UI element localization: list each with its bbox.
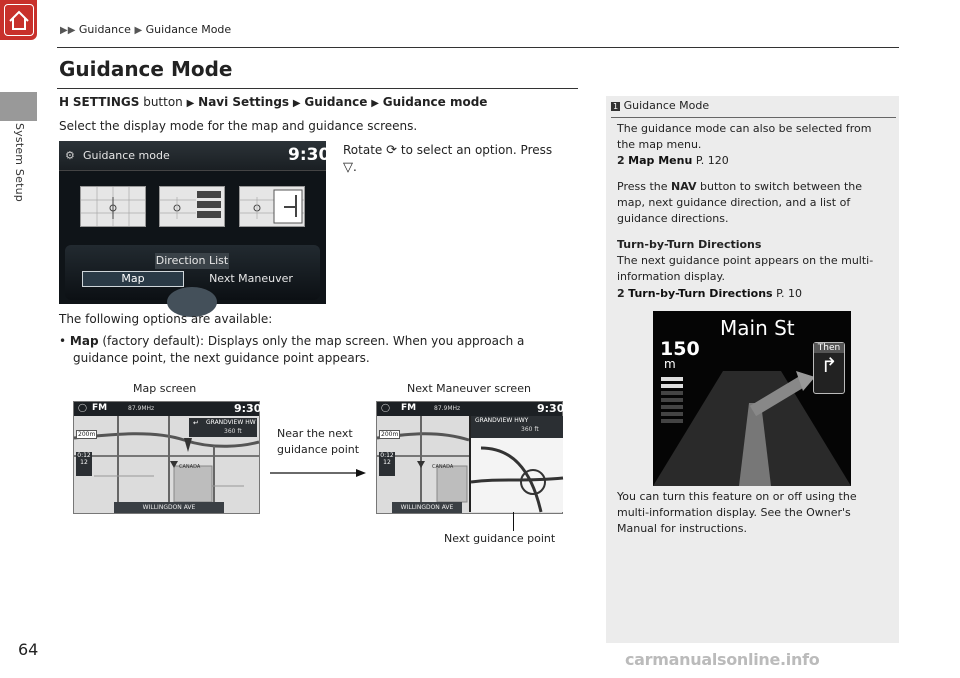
current-street: WILLINGDON AVE (392, 502, 462, 513)
display-distance: 150 (660, 338, 700, 360)
distance: 360 ft (224, 428, 242, 435)
bullet-icon: • (59, 334, 67, 348)
distance: 360 ft (521, 426, 539, 433)
settings-home-icon: H (59, 95, 70, 109)
home-tab[interactable] (0, 0, 37, 40)
breadcrumb-arrow-icon: ▶▶ (60, 25, 76, 36)
breadcrumb-arrow-icon: ▶ (134, 25, 143, 36)
path-arrow-icon: ▶ (186, 98, 195, 109)
note-title: Guidance Mode (623, 99, 710, 112)
direction-list-thumbnail[interactable] (159, 186, 225, 227)
callout-line (513, 512, 514, 531)
press-dial-icon: ▽ (343, 160, 353, 175)
map-screen-figure (73, 401, 260, 514)
cross-reference-icon: 2 (617, 154, 625, 167)
street-name: GRANDVIEW HWY (475, 417, 529, 424)
next-point-caption: Next guidance point (444, 532, 556, 545)
left-turn-icon: ↵ (193, 419, 199, 427)
map-option-text-line2: guidance point, the next guidance point appears. (73, 351, 370, 365)
next-maneuver-thumbnail[interactable] (239, 186, 305, 227)
path-guidance: Guidance (304, 95, 368, 109)
note-paragraph-3: The next guidance point appears on the multi- information display. (617, 254, 874, 283)
frequency: 87.9MHz (128, 405, 155, 412)
guidance-mode-screen (59, 141, 331, 304)
fm-label: FM (92, 403, 108, 413)
ref-tbt-page: P. 10 (776, 287, 803, 300)
title-divider (57, 88, 578, 89)
menu-path (59, 94, 487, 112)
frequency: 87.9MHz (434, 405, 461, 412)
fm-label: FM (401, 403, 417, 413)
note-paragraph-4: You can turn this feature on or off using the multi-information display. See the Owner's Manual for instructions. (617, 490, 857, 535)
gear-icon: ⚙ (65, 149, 75, 162)
multi-info-display (653, 311, 851, 486)
display-street: Main St (720, 316, 795, 340)
breadcrumb-item-guidance-mode[interactable]: Guidance Mode (145, 23, 232, 36)
note-ref-map-menu[interactable] (617, 153, 729, 169)
place-label: CANADA (432, 464, 454, 470)
cross-reference-icon: 2 (617, 287, 625, 300)
home-icon (4, 4, 34, 36)
option-direction-list[interactable]: Direction List (155, 254, 229, 267)
note-ref-tbt[interactable] (617, 286, 802, 302)
then-box (813, 342, 845, 394)
options-intro: The following options are available: (59, 312, 273, 326)
current-street: WILLINGDON AVE (114, 502, 224, 513)
map-scale: 200m (78, 431, 96, 438)
path-settings: SETTINGS (72, 95, 140, 109)
breadcrumb-item-guidance[interactable]: Guidance (78, 23, 131, 36)
path-arrow-icon: ▶ (371, 98, 379, 109)
circle-icon: ◯ (78, 403, 87, 412)
ref-tbt-label[interactable]: Turn-by-Turn Directions (628, 287, 773, 300)
display-then: Then (814, 343, 844, 353)
breadcrumb (60, 23, 231, 36)
note-tbt-heading: Turn-by-Turn Directions (617, 238, 762, 251)
map-clock: 9:30 (234, 402, 262, 415)
next-maneuver-panel (469, 416, 563, 512)
section-label: System Setup (13, 123, 26, 202)
option-next-maneuver[interactable]: Next Maneuver (209, 272, 293, 285)
ref-map-menu-page: P. 120 (695, 154, 729, 167)
eta-box: 0:12 12 (76, 452, 92, 476)
rotate-period: . (353, 160, 357, 174)
display-unit: m (664, 357, 676, 371)
note-heading (611, 98, 709, 115)
near-guidance-caption: Near the next guidance point (277, 427, 360, 456)
rotate-text: to select an option. Press (400, 143, 553, 157)
street-name: GRANDVIEW HW (206, 419, 256, 426)
interface-dial-icon: ⟳ (386, 143, 398, 158)
section-tab-marker (0, 92, 37, 121)
map-mode-thumbnail[interactable] (80, 186, 146, 227)
option-map[interactable]: Map (82, 271, 184, 287)
map-option-text: (factory default): Displays only the map screen. When you approach a (102, 334, 525, 348)
screen-title: Guidance mode (83, 149, 170, 162)
path-navi-settings: Navi Settings (198, 95, 290, 109)
rotate-word: Rotate (343, 143, 383, 157)
next-maneuver-figure (376, 401, 563, 514)
watermark: carmanualsonline.info (625, 650, 820, 669)
note-paragraph-1: The guidance mode can also be selected from the map menu. (617, 122, 872, 151)
circle-icon: ◯ (381, 403, 390, 412)
map-option-desc (59, 333, 524, 350)
right-turn-icon: ↱ (820, 353, 838, 377)
rotate-instruction (343, 142, 578, 176)
page-title: Guidance Mode (59, 57, 233, 81)
transition-arrow-icon (268, 466, 370, 480)
note-marker-icon: 1 (613, 102, 619, 111)
screen-clock: 9:30 (288, 145, 331, 165)
map-scale: 200m (381, 431, 399, 438)
note-divider (611, 117, 896, 118)
page-number: 64 (18, 640, 39, 659)
place-label: CANADA (179, 464, 201, 470)
next-screen-caption: Next Maneuver screen (407, 382, 531, 395)
path-arrow-icon: ▶ (292, 98, 301, 109)
intro-text: Select the display mode for the map and guidance screens. (59, 119, 418, 133)
map-clock: 9:30 (537, 402, 565, 415)
header-divider (57, 47, 899, 48)
note-paragraph-2: Press the NAV button to switch between the map, next guidance direction, and a list of guidance directions. (617, 180, 863, 225)
map-option-label: Map (69, 334, 99, 348)
ref-map-menu-label[interactable]: Map Menu (628, 154, 693, 167)
map-screen-caption: Map screen (133, 382, 197, 395)
path-button-word: button (143, 95, 183, 109)
path-guidance-mode: Guidance mode (382, 95, 488, 109)
eta-box: 0:12 12 (379, 452, 395, 476)
